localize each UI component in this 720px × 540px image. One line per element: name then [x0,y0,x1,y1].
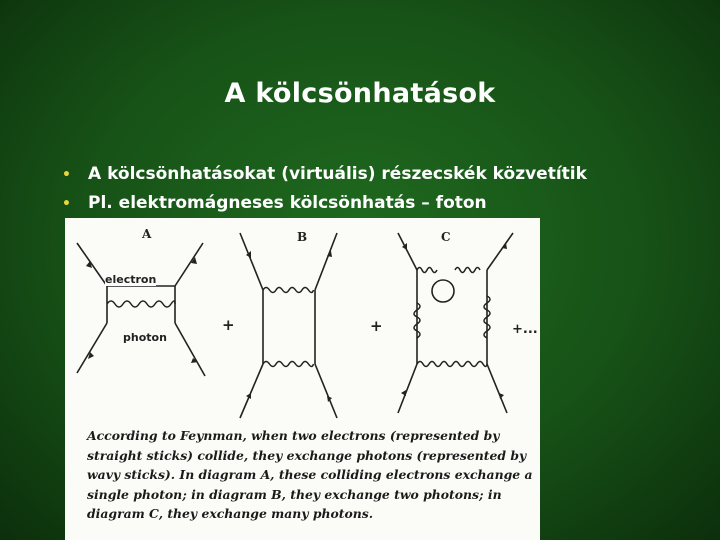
bullet-item [62,160,587,189]
electron-label: electron [105,273,157,286]
plus-operator: + [370,317,383,335]
photon-wavy-c1 [417,268,480,273]
photon-wavy-b2 [263,362,314,367]
panel-label-a: A [142,227,152,241]
bullet-text: Pl. elektromágneses kölcsönhatás – foton [88,193,487,213]
photon-wavy-a [107,301,175,307]
plus-ellipsis-operator: +... [512,322,538,337]
feynman-diagram-figure [65,218,540,540]
figure-caption: According to Feynman, when two electrons (represented by straight sticks) collide, they exchange photons (represented by wavy sticks). In diagram A, these colliding electrons exchange a single photon; in diagram B, they exchange two photons; in diagram C, they exchange many photons. [87,428,533,521]
photon-wavy-c4 [484,296,490,338]
plus-operator: + [222,316,235,334]
bullet-marker: • [62,167,71,183]
panel-label-c: C [441,230,451,244]
bullet-text: A kölcsönhatásokat (virtuális) részecskék közvetítik [88,164,587,184]
bullet-marker: • [62,196,71,212]
bullet-item [62,189,587,218]
panel-label-b: B [297,230,308,244]
photon-wavy-b1 [263,288,314,293]
photon-wavy-c2 [417,362,487,367]
bullet-list [62,160,587,218]
diagram-a [77,243,205,376]
diagram-c [398,233,513,413]
photon-wavy-a-vertical [107,286,175,323]
slide-title: A kölcsönhatások [224,78,496,109]
diagram-b [240,233,337,418]
photon-label: photon [123,331,167,344]
